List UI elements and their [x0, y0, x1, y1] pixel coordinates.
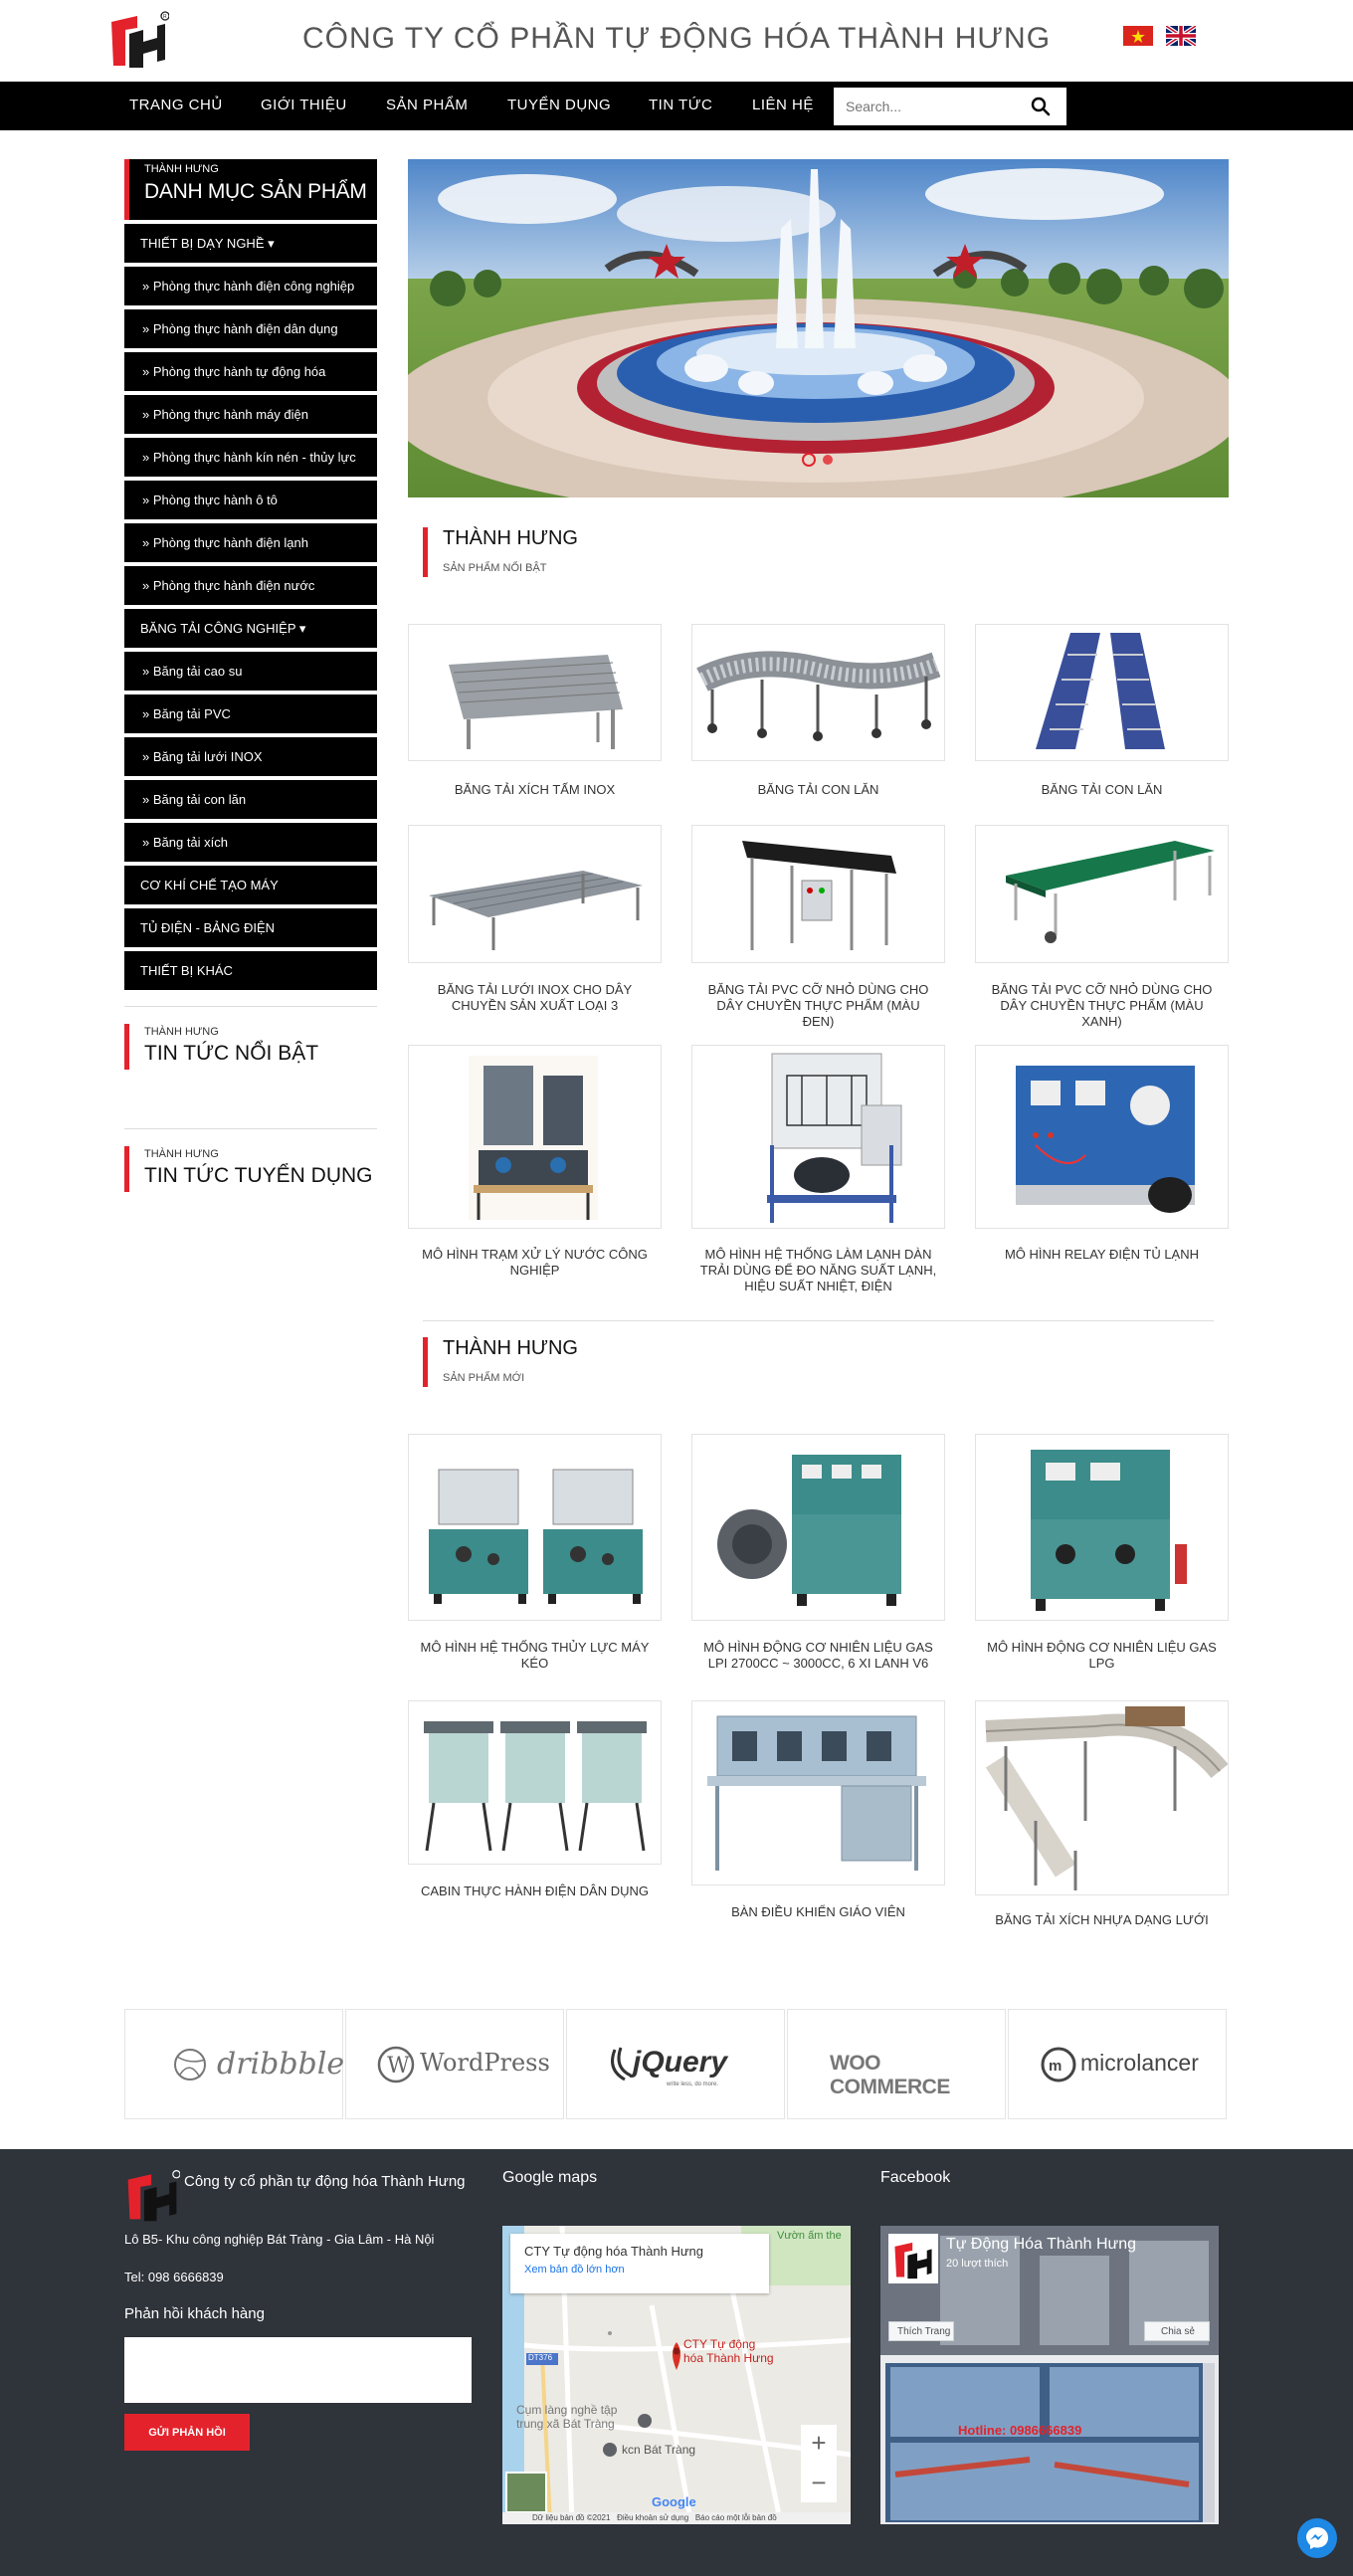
facebook-share-label: Chia sẻ — [1161, 2326, 1195, 2337]
featured-heading-title: THÀNH HƯNG — [443, 527, 578, 549]
nav-item-about[interactable]: GIỚI THIỆU — [261, 97, 347, 113]
nav-item-recruitment[interactable]: TUYỂN DỤNG — [507, 97, 612, 113]
sidebar-item-label: BĂNG TẢI CÔNG NGHIỆP ▾ — [140, 621, 306, 636]
sidebar-item-label: » Phòng thực hành điện dân dụng — [142, 321, 338, 336]
sidebar-item-label: THIẾT BỊ KHÁC — [140, 963, 233, 978]
sidebar-item-label: » Băng tải PVC — [142, 706, 231, 721]
divider — [124, 1128, 377, 1129]
brand-dribbble-label: dribbble — [217, 2047, 345, 2081]
brand-microlancer[interactable] — [1008, 2009, 1227, 2119]
jobs-heading-small: THÀNH HƯNG — [144, 1148, 219, 1160]
product-image[interactable] — [691, 624, 945, 761]
new-products-heading-subtitle: SẢN PHẨM MỚI — [443, 1372, 525, 1384]
sidebar-category-item[interactable] — [124, 694, 377, 733]
facebook-title: Facebook — [880, 2169, 951, 2186]
google-map[interactable] — [502, 2226, 851, 2524]
new-products-heading — [423, 1337, 721, 1387]
product-image[interactable] — [691, 1700, 945, 1885]
category-heading-title: DANH MỤC SẢN PHẨM — [144, 180, 367, 203]
brand-jquery-label: jQuery — [633, 2046, 728, 2079]
uk-flag-icon[interactable] — [1166, 26, 1196, 46]
footer-address: Lô B5- Khu công nghiệp Bát Tràng - Gia Lâm - Hà Nội — [124, 2232, 435, 2247]
sidebar-category-item[interactable] — [124, 352, 377, 391]
product-image[interactable] — [408, 1700, 662, 1865]
footer-tel: Tel: 098 6666839 — [124, 2270, 224, 2284]
facebook-like-label: Thích Trang — [897, 2326, 951, 2337]
map-footer-text: Dữ liệu bản đồ ©2021 Điều khoản sử dụng Báo cáo một lỗi bản đồ — [532, 2513, 777, 2522]
product-image[interactable] — [691, 1434, 945, 1621]
product-title[interactable]: MÔ HÌNH TRẠM XỬ LÝ NƯỚC CÔNG NGHIỆP — [422, 1247, 648, 1278]
hero-slider-image[interactable] — [408, 159, 1229, 497]
product-image[interactable] — [408, 1434, 662, 1621]
product-title[interactable]: MÔ HÌNH HỆ THỐNG THỦY LỰC MÁY KÉO — [420, 1640, 650, 1671]
sidebar-category-item[interactable] — [124, 523, 377, 562]
product-image[interactable] — [975, 1700, 1229, 1895]
submit-feedback-button[interactable]: GỬI PHẢN HỒI — [124, 2414, 250, 2451]
product-title[interactable]: MÔ HÌNH ĐỘNG CƠ NHIÊN LIỆU GAS LPG — [987, 1640, 1217, 1671]
map-road-label: DT376 — [528, 2353, 553, 2362]
news-heading — [124, 1024, 377, 1070]
sidebar-item-label: » Phòng thực hành điện lạnh — [142, 535, 309, 550]
category-heading — [124, 159, 377, 220]
sidebar-item-label: » Phòng thực hành điện công nghiệp — [142, 279, 355, 294]
sidebar-item-label: TỦ ĐIỆN - BẢNG ĐIỆN — [140, 920, 276, 935]
jobs-heading — [124, 1146, 377, 1192]
sidebar-category-item[interactable] — [124, 566, 377, 605]
product-title[interactable]: MÔ HÌNH HỆ THỐNG LÀM LẠNH DÀN TRẢI DÙNG ĐỂ ĐO NĂNG SUẤT LẠNH, HIỆU SUẤT NHIỆT, ĐIỆN — [699, 1247, 937, 1293]
sidebar-category-group[interactable] — [124, 609, 377, 648]
site-title: CÔNG TY CỔ PHẦN TỰ ĐỘNG HÓA THÀNH HƯNG — [301, 22, 1052, 55]
product-image[interactable] — [975, 825, 1229, 963]
svg-text:m: m — [1049, 2058, 1063, 2075]
sidebar-item-label: » Phòng thực hành ô tô — [142, 493, 278, 507]
map-larger-link[interactable]: Xem bản đồ lớn hơn — [524, 2264, 625, 2276]
svg-text:W: W — [387, 2054, 410, 2079]
map-google-logo: Google — [652, 2494, 696, 2509]
sidebar-category-item[interactable] — [124, 395, 377, 434]
search-input[interactable] — [846, 97, 1025, 116]
main-nav — [0, 82, 1353, 130]
vietnam-flag-icon[interactable] — [1123, 26, 1153, 46]
product-image[interactable] — [408, 1045, 662, 1229]
sidebar-item-label: » Băng tải xích — [142, 835, 228, 850]
facebook-likes: 20 lượt thích — [946, 2258, 1009, 2270]
header — [0, 0, 1353, 82]
product-title[interactable]: BĂNG TẢI PVC CỠ NHỎ DÙNG CHO DÂY CHUYỀN THỰC PHẨM (MÀU ĐEN) — [707, 982, 929, 1029]
product-image[interactable] — [975, 624, 1229, 761]
facebook-like-button[interactable] — [888, 2321, 954, 2341]
sidebar-category-item[interactable] — [124, 652, 377, 691]
brand-dribbble[interactable] — [124, 2009, 343, 2119]
map-marker-label: CTY Tự động — [683, 2337, 756, 2351]
brand-jquery-tagline: write less, do more. — [667, 2081, 719, 2087]
product-image[interactable] — [975, 1045, 1229, 1229]
map-zoom-in-button[interactable]: + — [811, 2428, 827, 2458]
category-heading-small: THÀNH HƯNG — [144, 163, 219, 175]
brand-wordpress[interactable] — [345, 2009, 564, 2119]
nav-item-news[interactable]: TIN TỨC — [649, 97, 713, 113]
sidebar-category-item[interactable] — [124, 481, 377, 519]
nav-item-home[interactable]: TRANG CHỦ — [129, 97, 223, 113]
facebook-post-overlay: Hotline: 0986666839 — [958, 2423, 1082, 2438]
brand-microlancer-label: microlancer — [1080, 2050, 1199, 2076]
product-image[interactable] — [408, 825, 662, 963]
sidebar-category-group[interactable] — [124, 951, 377, 990]
news-heading-title: TIN TỨC NỔI BẬT — [144, 1042, 319, 1065]
sidebar-category-item[interactable] — [124, 780, 377, 819]
sidebar-category-item[interactable] — [124, 823, 377, 862]
sidebar-category-item[interactable] — [124, 309, 377, 348]
product-image[interactable] — [691, 825, 945, 963]
feedback-title: Phản hồi khách hàng — [124, 2305, 265, 2322]
product-title[interactable]: BĂNG TẢI XÍCH NHỰA DẠNG LƯỚI — [995, 1912, 1209, 1927]
sidebar-item-label: » Băng tải cao su — [142, 664, 243, 679]
sidebar-category-group[interactable] — [124, 224, 377, 263]
product-title[interactable]: BÀN ĐIỀU KHIỂN GIÁO VIÊN — [731, 1904, 905, 1919]
product-title[interactable]: BĂNG TẢI CON LĂN — [757, 782, 879, 797]
sidebar-item-label: » Phòng thực hành tự động hóa — [142, 364, 326, 379]
messenger-chat-icon[interactable] — [1297, 2518, 1337, 2558]
product-title[interactable]: MÔ HÌNH ĐỘNG CƠ NHIÊN LIỆU GAS LPI 2700CC ~ 3000CC, 6 XI LANH V6 — [703, 1640, 933, 1671]
maps-title: Google maps — [502, 2169, 598, 2186]
sidebar-category-group[interactable] — [124, 866, 377, 904]
svg-text:R: R — [163, 14, 167, 20]
nav-item-contact[interactable]: LIÊN HỆ — [752, 97, 814, 113]
map-marker-label: hóa Thành Hưng — [683, 2351, 774, 2365]
search-icon[interactable] — [1031, 97, 1051, 116]
facebook-widget[interactable] — [880, 2226, 1219, 2524]
map-zoom-out-button[interactable]: − — [811, 2468, 827, 2497]
sidebar-item-label: » Phòng thực hành máy điện — [142, 407, 308, 422]
divider — [423, 1320, 1214, 1321]
featured-heading — [423, 527, 721, 577]
feedback-textarea[interactable] — [124, 2337, 472, 2403]
product-title[interactable]: BĂNG TẢI CON LĂN — [1041, 782, 1163, 797]
product-image[interactable] — [408, 624, 662, 761]
product-image[interactable] — [691, 1045, 945, 1229]
brand-jquery[interactable] — [566, 2009, 785, 2119]
jobs-heading-title: TIN TỨC TUYỂN DỤNG — [144, 1164, 373, 1187]
featured-heading-subtitle: SẢN PHẨM NỔI BẬT — [443, 562, 547, 574]
sidebar-category-item[interactable] — [124, 737, 377, 776]
product-image[interactable] — [975, 1434, 1229, 1621]
facebook-share-button[interactable] — [1144, 2321, 1210, 2341]
facebook-page-name[interactable]: Tự Động Hóa Thành Hưng — [946, 2236, 1137, 2253]
brand-wordpress-label: WordPress — [420, 2049, 550, 2077]
product-title[interactable]: BĂNG TẢI LƯỚI INOX CHO DÂY CHUYỀN SẢN XUẤT LOẠI 3 — [437, 982, 633, 1013]
product-title[interactable]: CABIN THỰC HÀNH ĐIỆN DÂN DỤNG — [421, 1883, 649, 1898]
map-kcn-label: kcn Bát Tràng — [622, 2443, 696, 2457]
new-products-heading-title: THÀNH HƯNG — [443, 1337, 578, 1359]
sidebar-category-group[interactable] — [124, 908, 377, 947]
map-place-name: CTY Tự động hóa Thành Hưng — [524, 2244, 704, 2259]
sidebar-item-label: CƠ KHÍ CHẾ TẠO MÁY — [140, 878, 279, 892]
footer-company: Công ty cổ phần tự động hóa Thành Hưng — [184, 2173, 466, 2190]
sidebar-item-label: » Băng tải lưới INOX — [142, 749, 263, 764]
sidebar-category-item[interactable] — [124, 438, 377, 477]
nav-item-products[interactable]: SẢN PHẨM — [386, 97, 469, 113]
sidebar-item-label: » Phòng thực hành kín nén - thủy lực — [142, 450, 356, 465]
sidebar-item-label: » Băng tải con lăn — [142, 792, 247, 807]
map-village-label: trung xã Bát Tràng — [516, 2417, 615, 2431]
divider — [124, 1006, 377, 1007]
product-title[interactable]: MÔ HÌNH RELAY ĐIỆN TỦ LẠNH — [1004, 1247, 1200, 1262]
product-title[interactable]: BĂNG TẢI PVC CỠ NHỎ DÙNG CHO DÂY CHUYỀN THỰC PHẨM (MÀU XANH) — [991, 982, 1213, 1029]
product-title[interactable]: BĂNG TẢI XÍCH TẤM INOX — [454, 782, 616, 797]
facebook-page-avatar[interactable] — [888, 2234, 938, 2283]
brand-woocommerce-label: WOO COMMERCE — [830, 2052, 950, 2098]
slider-dot[interactable] — [823, 455, 833, 465]
brand-woocommerce[interactable] — [787, 2009, 1006, 2119]
map-park-label: Vườn ấm the — [777, 2230, 842, 2242]
news-heading-small: THÀNH HƯNG — [144, 1026, 219, 1038]
map-village-label: Cụm làng nghề tập — [516, 2403, 618, 2417]
footer — [0, 2149, 1353, 2576]
sidebar-category-item[interactable] — [124, 267, 377, 305]
sidebar-item-label: » Phòng thực hành điện nước — [142, 578, 315, 593]
sidebar-item-label: THIẾT BỊ DẠY NGHỀ ▾ — [140, 236, 275, 251]
footer-logo — [124, 2167, 180, 2223]
